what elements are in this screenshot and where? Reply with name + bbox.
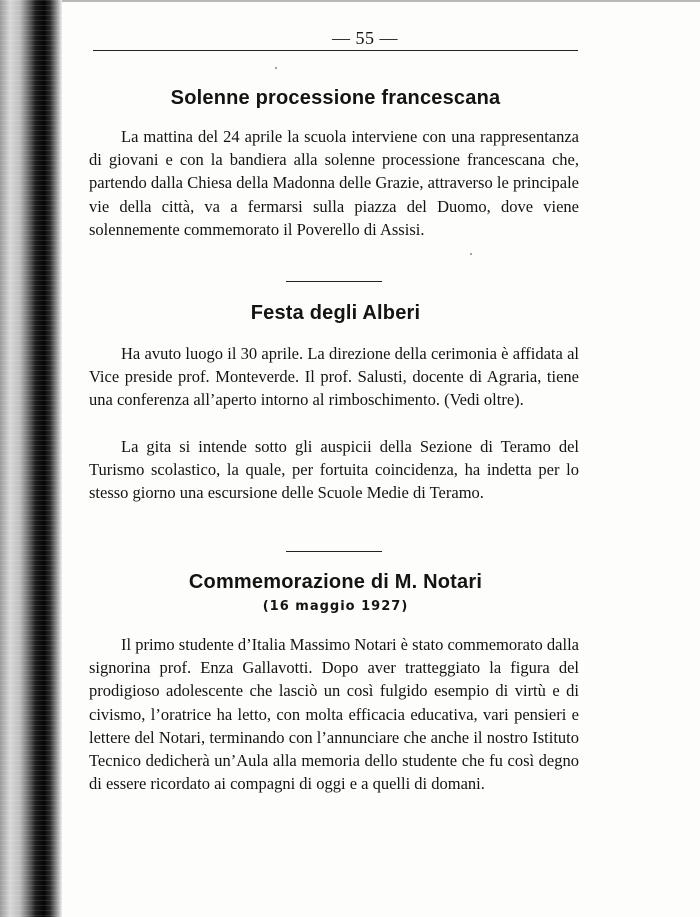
paragraph-commemorazione: Il primo studente d’Italia Massimo Notari è stato commemorato dalla signorina prof. Enza Gallavotti. Dopo aver tratteggiato la figura del prodigioso adolescente che lasciò un così fulgido esempio di virtù e di civismo, l’oratrice ha letto, con molta efficacia educativa, vari pensieri e lettere del Notari, terminando con l’annunciare che anche il nostro Istituto Tecnico dedicherà un’Aula alla memoria dello studente che fu così degno di essere ricordato ai compagni di oggi e a quelli di domani. [89, 635, 579, 794]
page-number: — 55 — [332, 28, 398, 48]
section-subtitle-date: (16 maggio 1927) [262, 599, 409, 614]
scan-speck [470, 253, 472, 255]
paragraph-processione: La mattina del 24 aprile la scuola interviene con una rappresentanza di giovani e con la bandiera alla solenne processione francescana che, partendo dalla Chiesa della Madonna delle Grazie, attraverso le principale vie della città, va a fermarsi sulla piazza del Duomo, dove viene solennemente commemorato il Poverello di Assisi. [89, 127, 579, 239]
paragraph-festa-alberi-1: Ha avuto luogo il 30 aprile. La direzione della cerimonia è affidata al Vice preside prof. Monteverde. Il prof. Salusti, docente di Agraria, tiene una conferenza all’aperto intorno al rimboschimento. (Vedi oltre). [89, 344, 579, 410]
section-title-commemorazione: Commemorazione di M. Notari [188, 571, 483, 593]
section-separator [286, 281, 382, 282]
section-title-processione: Solenne processione francescana [170, 87, 501, 109]
page-top-edge [62, 0, 700, 2]
section-separator [286, 551, 382, 552]
paragraph-festa-alberi-2: La gita si intende sotto gli auspicii della Sezione di Teramo del Turismo scolastico, la quale, per fortuita coincidenza, ha indetta per lo stesso giorno una escursione delle Scuole Medie di Teramo. [89, 437, 579, 503]
scan-speck [275, 67, 277, 69]
book-binding-edge [0, 0, 62, 917]
header-rule [93, 50, 578, 51]
section-title-festa-alberi: Festa degli Alberi [250, 302, 421, 324]
